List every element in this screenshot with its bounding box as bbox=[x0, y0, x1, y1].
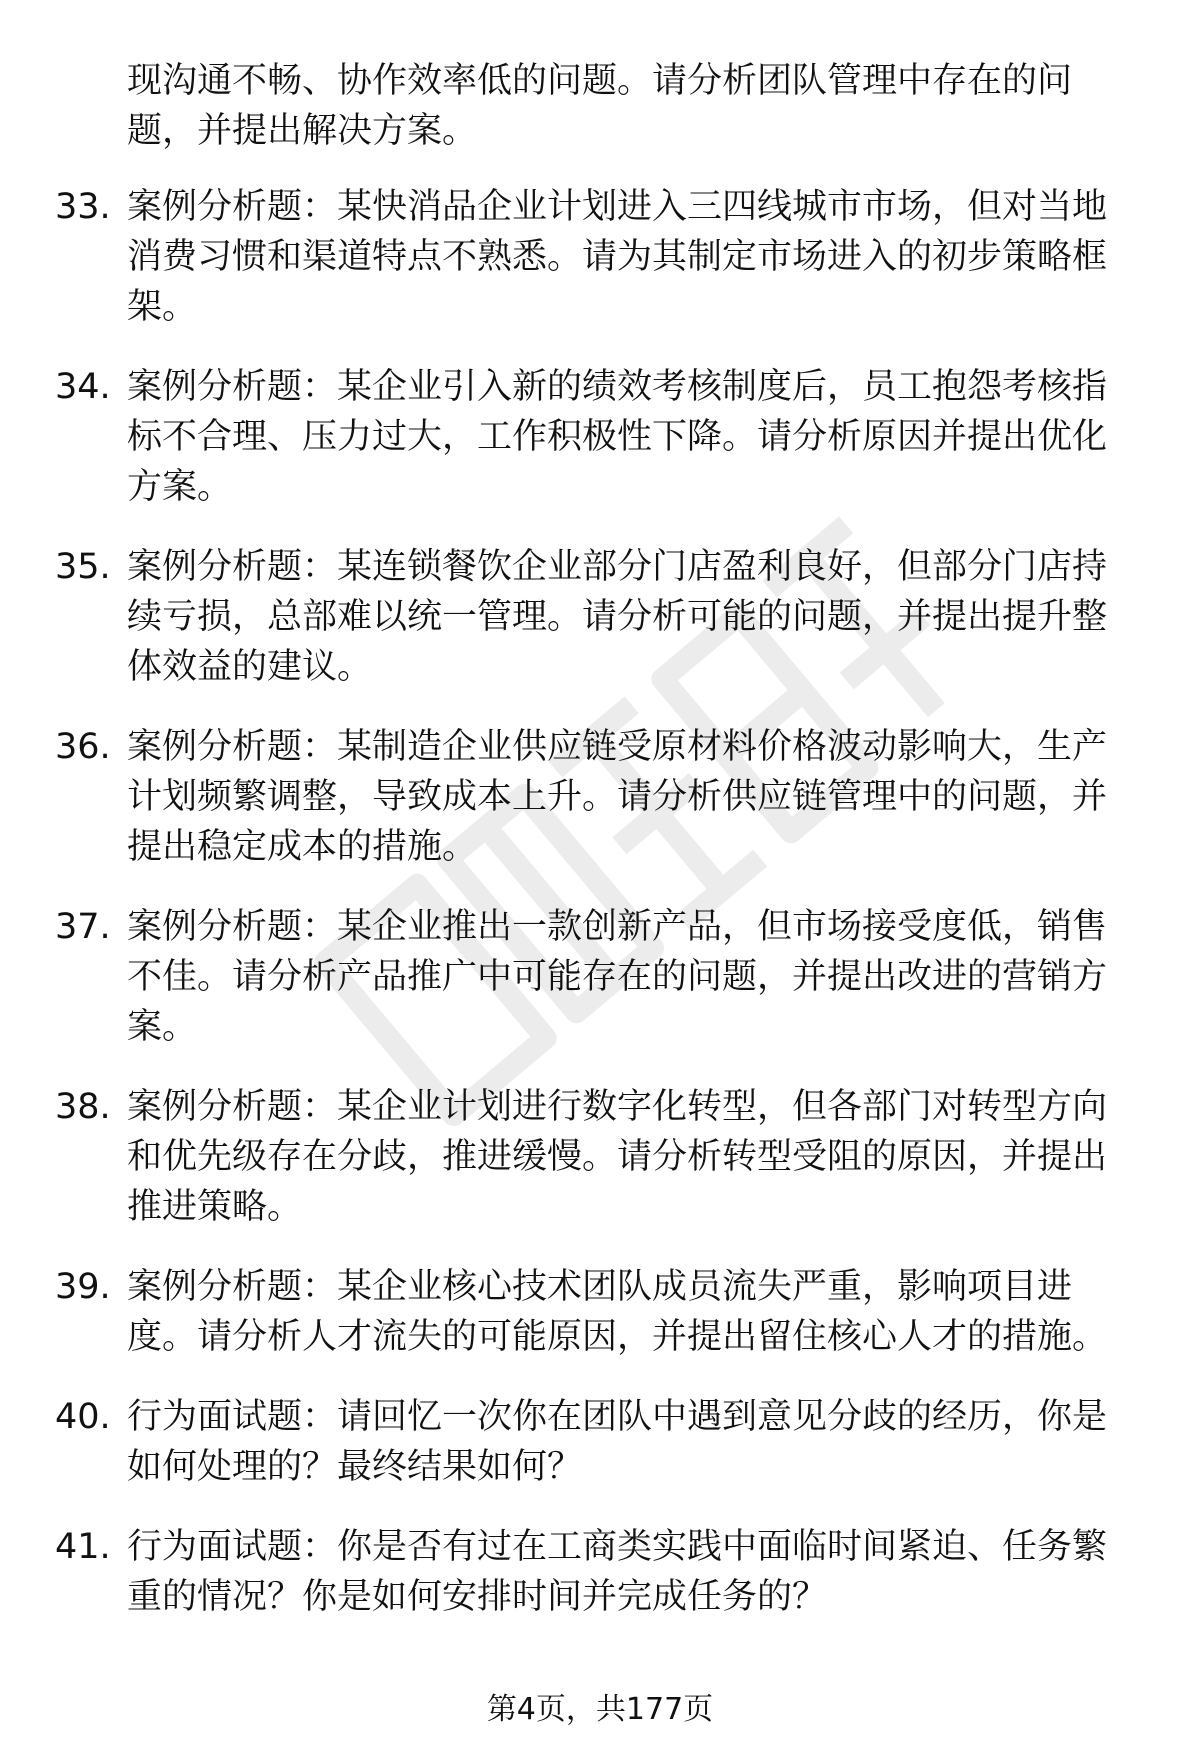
question-number: 35. bbox=[55, 547, 111, 587]
question-item bbox=[55, 182, 1140, 332]
page-footer: 第4页，共177页 bbox=[486, 1692, 714, 1727]
question-text: 行为面试题：你是否有过在工商类实践中面临时间紧迫、任务繁重的情况？你是如何安排时间并完成任务的？ bbox=[127, 1527, 1108, 1617]
question-continuation: 现沟通不畅、协作效率低的问题。请分析团队管理中存在的问题，并提出解决方案。 bbox=[127, 61, 1073, 151]
question-number: 38. bbox=[55, 1087, 111, 1127]
question-text: 行为面试题：请回忆一次你在团队中遇到意见分歧的经历，你是如何处理的？最终结果如何？ bbox=[127, 1397, 1108, 1487]
question-text: 案例分析题：某企业引入新的绩效考核制度后，员工抱怨考核指标不合理、压力过大，工作积极性下降。请分析原因并提出优化方案。 bbox=[127, 367, 1108, 507]
question-text: 案例分析题：某制造企业供应链受原材料价格波动影响大，生产计划频繁调整，导致成本上升。请分析供应链管理中的问题，并提出稳定成本的措施。 bbox=[127, 727, 1108, 867]
question-number: 36. bbox=[55, 727, 111, 767]
question-text: 案例分析题：某企业核心技术团队成员流失严重，影响项目进度。请分析人才流失的可能原因，并提出留住核心人才的措施。 bbox=[127, 1267, 1108, 1357]
question-number: 41. bbox=[55, 1527, 111, 1567]
question-item bbox=[55, 1522, 1140, 1622]
question-number: 39. bbox=[55, 1267, 111, 1307]
question-item bbox=[55, 902, 1140, 1052]
question-number: 40. bbox=[55, 1397, 111, 1437]
question-number: 33. bbox=[55, 187, 111, 227]
question-item bbox=[55, 1392, 1140, 1492]
question-item bbox=[55, 722, 1140, 872]
question-text: 案例分析题：某企业推出一款创新产品，但市场接受度低，销售不佳。请分析产品推广中可能存在的问题，并提出改进的营销方案。 bbox=[127, 907, 1108, 1047]
question-number: 34. bbox=[55, 367, 111, 407]
question-item bbox=[55, 1082, 1140, 1232]
question-item bbox=[55, 362, 1140, 512]
question-list bbox=[55, 56, 1140, 1652]
question-item bbox=[55, 1262, 1140, 1362]
question-number: 37. bbox=[55, 907, 111, 947]
question-text: 案例分析题：某企业计划进行数字化转型，但各部门对转型方向和优先级存在分歧，推进缓慢。请分析转型受阻的原因，并提出推进策略。 bbox=[127, 1087, 1108, 1227]
question-item bbox=[55, 542, 1140, 692]
question-text: 案例分析题：某快消品企业计划进入三四线城市市场，但对当地消费习惯和渠道特点不熟悉。请为其制定市场进入的初步策略框架。 bbox=[127, 187, 1108, 327]
question-text: 案例分析题：某连锁餐饮企业部分门店盈利良好，但部分门店持续亏损，总部难以统一管理。请分析可能的问题，并提出提升整体效益的建议。 bbox=[127, 547, 1108, 687]
